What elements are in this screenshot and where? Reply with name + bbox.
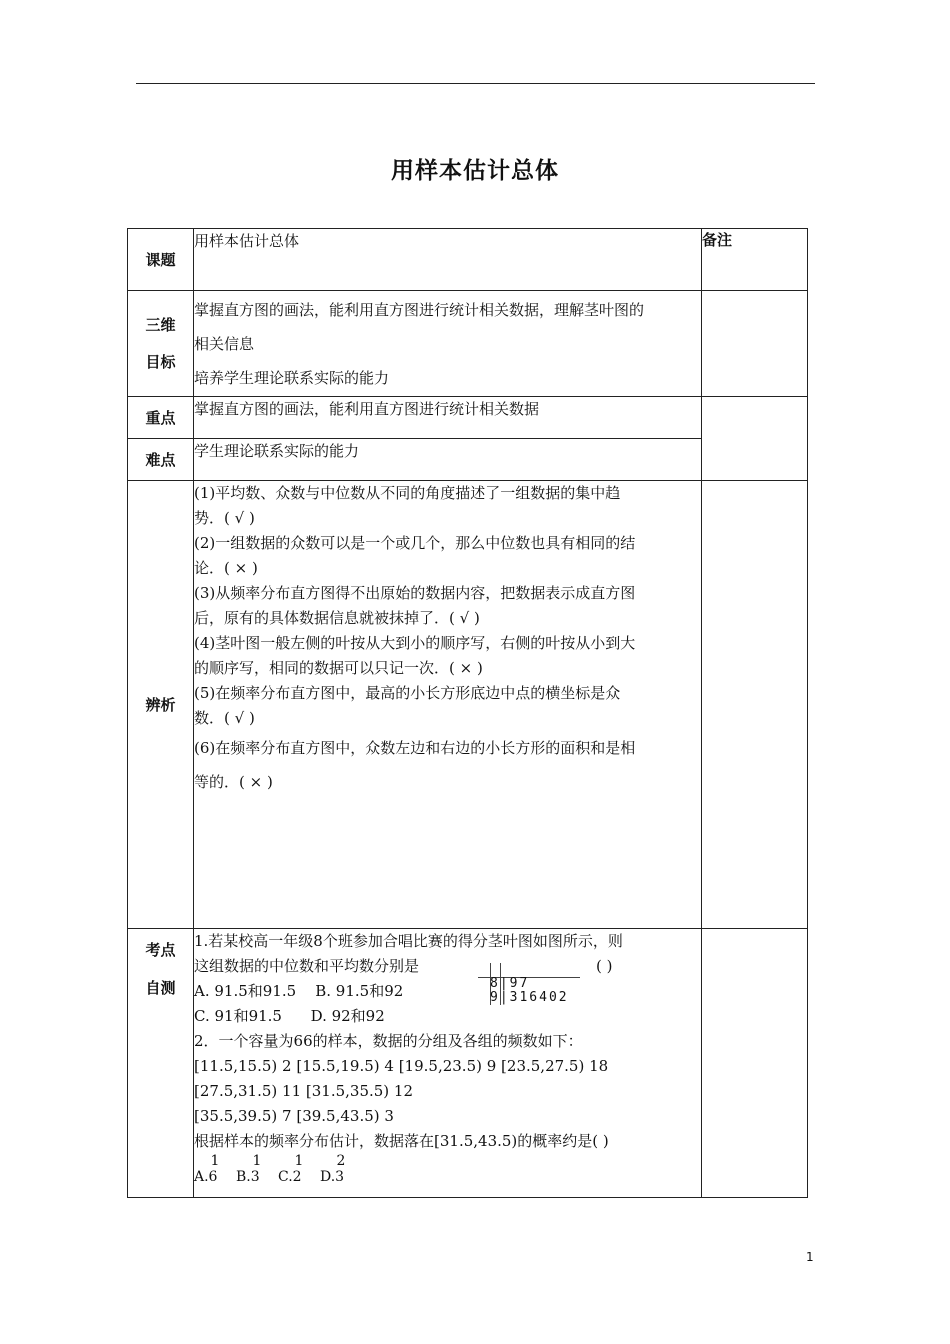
stem-leaf-row: 8|97 <box>490 976 530 991</box>
q2-denominators <box>194 1168 701 1186</box>
goals-line3: 培养学生理论联系实际的能力 <box>194 369 390 387</box>
key-content: 掌握直方图的画法，能利用直方图进行统计相关数据 <box>194 397 702 439</box>
q2-line1: 2．一个容量为66的样本，数据的分组及各组的频数如下： <box>194 1032 583 1050</box>
goals-content <box>194 291 702 397</box>
q1-answer-paren: ( ) <box>596 957 613 975</box>
q2-option: A.6 <box>194 1169 218 1185</box>
test-label-line2: 自测 <box>145 979 176 997</box>
test-remarks <box>702 929 808 1198</box>
analysis-remarks <box>702 481 808 929</box>
goals-remarks <box>702 291 808 397</box>
analysis-row <box>128 481 808 929</box>
topic-label: 课题 <box>128 229 194 291</box>
analysis-line: (5)在频率分布直方图中，最高的小长方形底边中点的横坐标是众 <box>194 684 621 702</box>
goals-label-line2: 目标 <box>145 352 176 371</box>
difficult-content: 学生理论联系实际的能力 <box>194 439 702 481</box>
q2-numerators <box>194 1154 701 1168</box>
analysis-line: 数．( √ ) <box>194 709 255 727</box>
q2-numerator: 1 <box>294 1153 304 1169</box>
q1-options-cd: C. 91和91.5 D. 92和92 <box>194 1007 385 1025</box>
analysis-line: (3)从频率分布直方图得不出原始的数据内容，把数据表示成直方图 <box>194 584 636 602</box>
q2-numerator: 1 <box>252 1153 262 1169</box>
goals-label-line1: 三维 <box>145 315 176 334</box>
test-content <box>194 929 702 1198</box>
q2-numerator: 1 <box>210 1153 220 1169</box>
test-row <box>128 929 808 1198</box>
page-number: 1 <box>806 1250 814 1264</box>
q2-option: B.3 <box>236 1169 260 1185</box>
goals-line2: 相关信息 <box>194 335 255 353</box>
header-rule <box>136 83 815 84</box>
goals-label <box>128 291 194 397</box>
q2-numerator: 2 <box>336 1153 346 1169</box>
topic-row <box>128 229 808 291</box>
analysis-line: (1)平均数、众数与中位数从不同的角度描述了一组数据的集中趋 <box>194 484 621 502</box>
key-row <box>128 397 808 439</box>
q2-line4: [35.5,39.5) 7 [39.5,43.5) 3 <box>194 1107 394 1125</box>
q2-line3: [27.5,31.5) 11 [31.5,35.5) 12 <box>194 1082 414 1100</box>
analysis-line: (6)在频率分布直方图中，众数左边和右边的小长方形的面积和是相 <box>194 739 636 757</box>
q1-line2-wrap <box>194 954 701 979</box>
lesson-plan-table <box>127 228 808 1198</box>
key-label: 重点 <box>128 397 194 439</box>
q2-option: C.2 <box>278 1169 302 1185</box>
test-label <box>128 929 194 1198</box>
test-label-line1: 考点 <box>145 941 176 959</box>
analysis-label: 辨析 <box>128 481 194 929</box>
goals-row <box>128 291 808 397</box>
analysis-line: 的顺序写，相同的数据可以只记一次．( × ) <box>194 659 483 677</box>
analysis-line: 论．( × ) <box>194 559 258 577</box>
q2-option: D.3 <box>320 1169 345 1185</box>
analysis-line: 等的．( × ) <box>194 773 273 791</box>
q2-line5: 根据样本的频率分布估计，数据落在[31.5,43.5)的概率约是( ) <box>194 1132 609 1150</box>
analysis-line: 势．( √ ) <box>194 509 255 527</box>
analysis-line: 后，原有的具体数据信息就被抹掉了．( √ ) <box>194 609 480 627</box>
stem-leaf-plot <box>478 963 583 1005</box>
key-difficult-remarks <box>702 397 808 481</box>
page-title: 用样本估计总体 <box>391 158 559 184</box>
q2-line2: [11.5,15.5) 2 [15.5,19.5) 4 [19.5,23.5) 9 [23.5,27.5) 18 <box>194 1057 609 1075</box>
q1-options-ab: A. 91.5和91.5 B. 91.5和92 <box>194 982 404 1000</box>
remarks-header: 备注 <box>702 229 808 291</box>
q1-line2: 这组数据的中位数和平均数分别是 <box>194 957 420 975</box>
analysis-line: (4)茎叶图一般左侧的叶按从大到小的顺序写，右侧的叶按从小到大 <box>194 634 636 652</box>
goals-line1: 掌握直方图的画法，能利用直方图进行统计相关数据，理解茎叶图的 <box>194 301 645 319</box>
difficult-label: 难点 <box>128 439 194 481</box>
analysis-content <box>194 481 702 929</box>
q2-options <box>194 1154 701 1186</box>
q1-line1: 1.若某校高一年级8个班参加合唱比赛的得分茎叶图如图所示，则 <box>194 932 623 950</box>
topic-content: 用样本估计总体 <box>194 229 702 291</box>
analysis-line: (2)一组数据的众数可以是一个或几个，那么中位数也具有相同的结 <box>194 534 636 552</box>
stem-leaf-figure <box>478 963 583 1005</box>
stem-leaf-row: 9|316402 <box>490 990 569 1005</box>
